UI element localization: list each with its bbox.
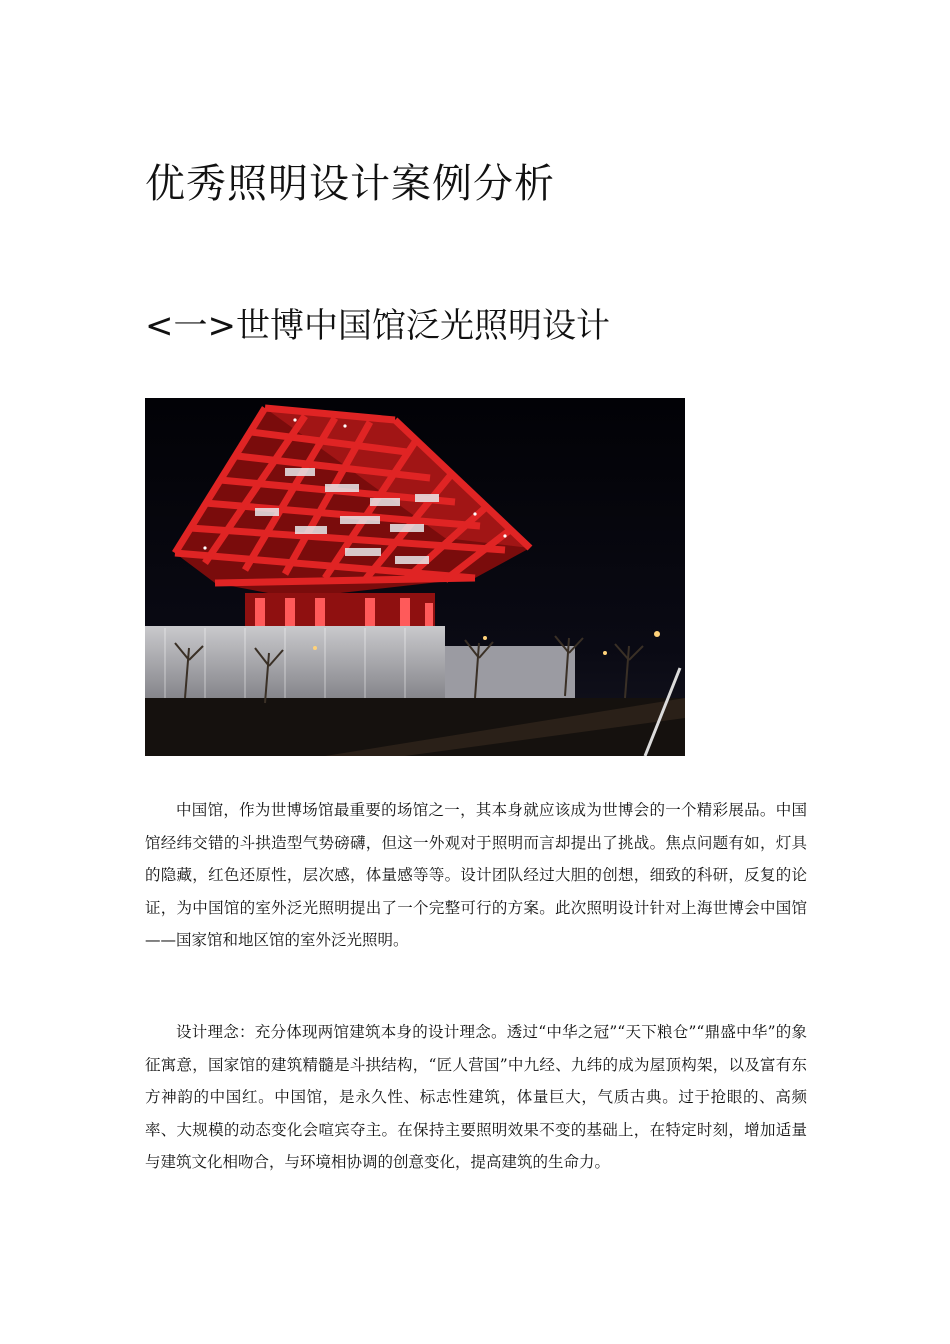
paragraph-intro: 中国馆，作为世博场馆最重要的场馆之一，其本身就应该成为世博会的一个精彩展品。中国馆经纬交错的斗拱造型气势磅礴，但这一外观对于照明而言却提出了挑战。焦点问题有如，灯具的隐藏，红色还原性，层次感，体量感等等。设计团队经过大胆的创想，细致的科研，反复的论证，为中国馆的室外泛光照明提出了一个完整可行的方案。此次照明设计针对上海世博会中国馆——国家馆和地区馆的室外泛光照明。 [145, 801, 807, 950]
document-title: 优秀照明设计案例分析 [145, 161, 555, 207]
paragraph-design-concept: 设计理念：充分体现两馆建筑本身的设计理念。透过“中华之冠”“天下粮仓”“鼎盛中华”的象征寓意，国家馆的建筑精髓是斗拱结构，“匠人营国”中九经、九纬的成为屋顶构架，以及富有东方神韵的中国红。中国馆，是永久性、标志性建筑，体量巨大，气质古典。过于抢眼的、高频率、大规模的动态变化会喧宾夺主。在保持主要照明效果不变的基础上，在特定时刻，增加适量与建筑文化相吻合，与环境相协调的创意变化，提高建筑的生命力。 [145, 1023, 807, 1172]
section-heading: <一>世博中国馆泛光照明设计 [145, 306, 610, 346]
china-pavilion-night-photo [145, 398, 685, 756]
